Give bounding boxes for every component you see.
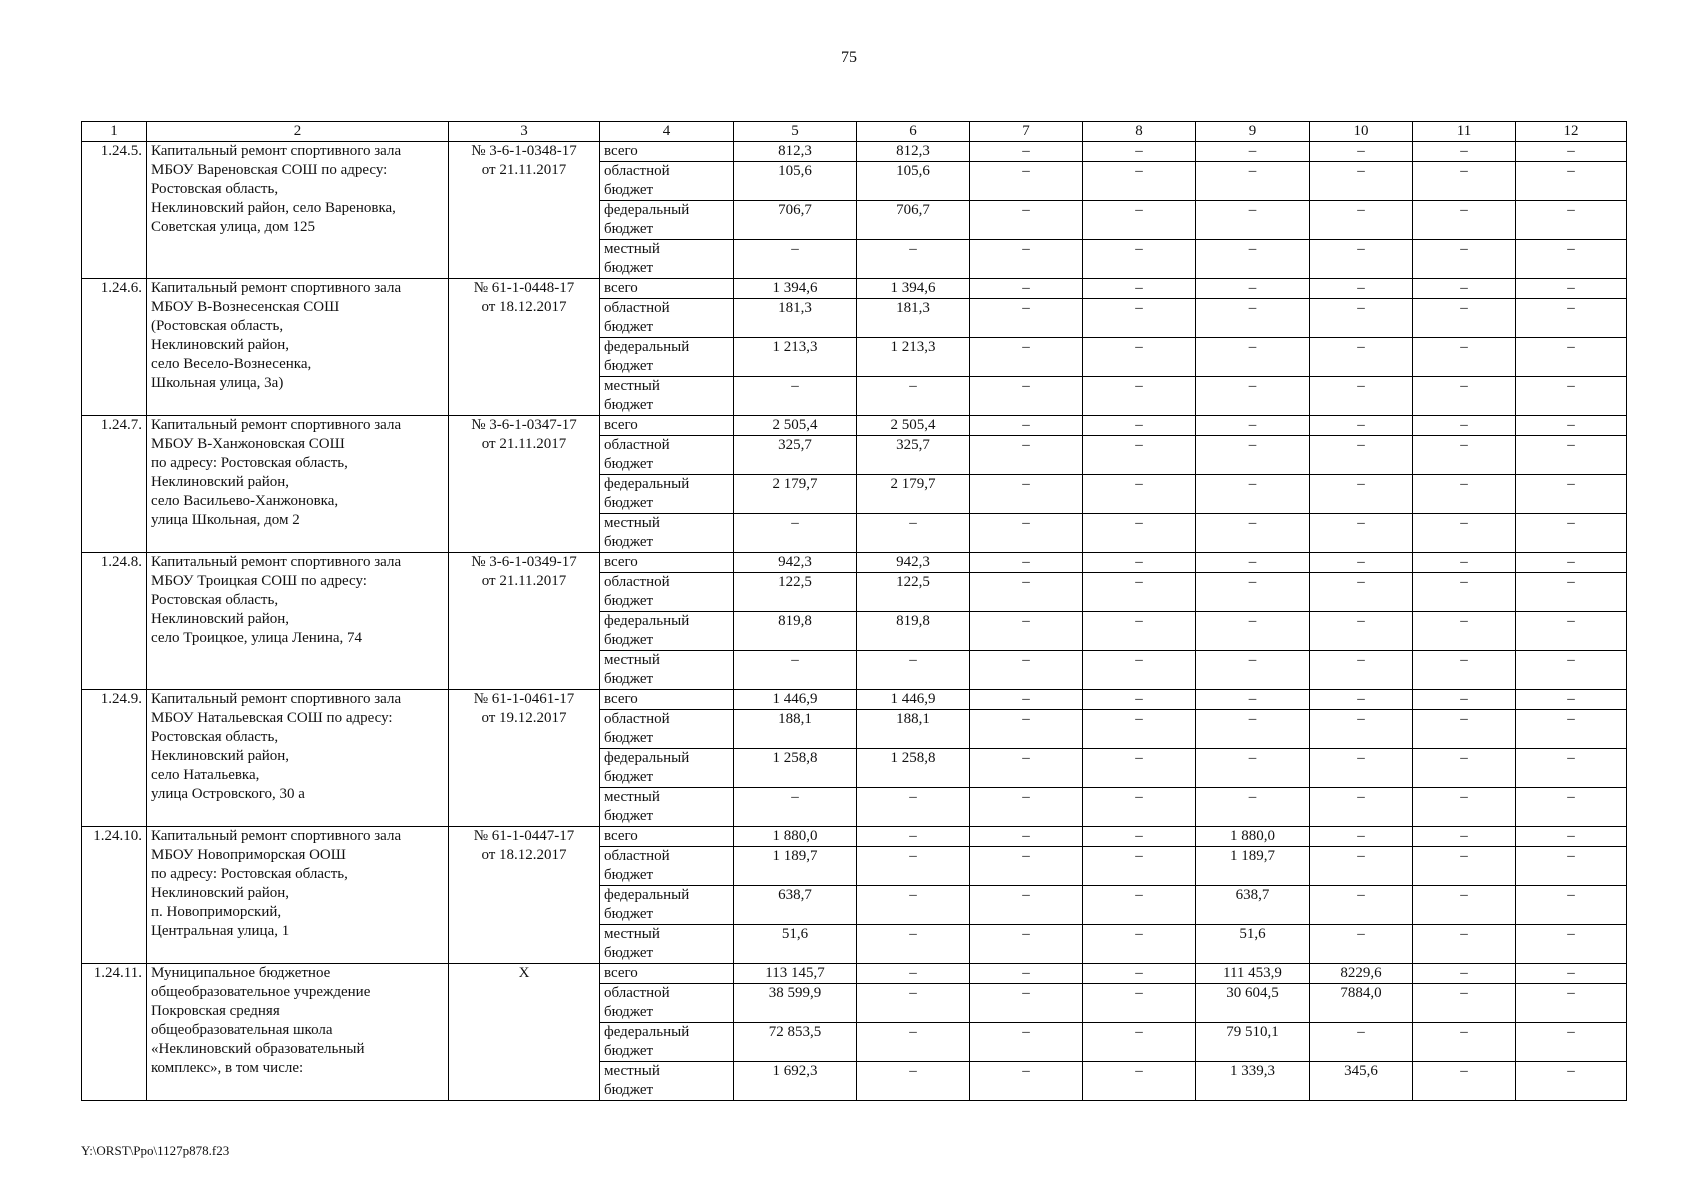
object-name: Капитальный ремонт спортивного зала МБОУ Натальевская СОШ по адресу: Ростовская область, Неклиновский район, село Натальевка, улица Островского, 30 а — [147, 690, 449, 827]
document-number: № 3-6-1-0349-17 от 21.11.2017 — [449, 553, 600, 690]
amount-cell: – — [1196, 436, 1310, 475]
amount-cell: – — [970, 847, 1083, 886]
funding-source: местный бюджет — [600, 788, 734, 827]
funding-source: местный бюджет — [600, 651, 734, 690]
amount-cell: – — [1310, 710, 1413, 749]
amount-cell: 819,8 — [857, 612, 970, 651]
amount-cell: – — [1310, 201, 1413, 240]
amount-cell: – — [970, 690, 1083, 710]
funding-source: федеральный бюджет — [600, 338, 734, 377]
amount-cell: – — [1310, 553, 1413, 573]
amount-cell: – — [1083, 553, 1196, 573]
amount-cell: 72 853,5 — [734, 1023, 857, 1062]
amount-cell: – — [1196, 201, 1310, 240]
amount-cell: – — [857, 1023, 970, 1062]
amount-cell: – — [734, 377, 857, 416]
funding-source: областной бюджет — [600, 573, 734, 612]
amount-cell: – — [1413, 925, 1516, 964]
amount-cell: – — [970, 827, 1083, 847]
funding-source: областной бюджет — [600, 436, 734, 475]
amount-cell: – — [1083, 475, 1196, 514]
amount-cell: 2 179,7 — [734, 475, 857, 514]
amount-cell: 325,7 — [857, 436, 970, 475]
amount-cell: – — [1413, 514, 1516, 553]
funding-source: федеральный бюджет — [600, 201, 734, 240]
amount-cell: – — [1083, 573, 1196, 612]
object-name: Капитальный ремонт спортивного зала МБОУ Вареновская СОШ по адресу: Ростовская область, Неклиновский район, село Вареновка, Советская улица, дом 125 — [147, 142, 449, 279]
amount-cell: – — [1516, 749, 1627, 788]
amount-cell: – — [1196, 690, 1310, 710]
amount-cell: – — [1310, 279, 1413, 299]
funding-source: всего — [600, 416, 734, 436]
amount-cell: 122,5 — [857, 573, 970, 612]
amount-cell: 1 880,0 — [734, 827, 857, 847]
amount-cell: – — [1413, 240, 1516, 279]
amount-cell: – — [970, 475, 1083, 514]
amount-cell: – — [1413, 612, 1516, 651]
amount-cell: – — [1310, 847, 1413, 886]
amount-cell: 51,6 — [1196, 925, 1310, 964]
amount-cell: – — [970, 162, 1083, 201]
amount-cell: – — [734, 788, 857, 827]
amount-cell: – — [857, 240, 970, 279]
amount-cell: – — [1516, 338, 1627, 377]
column-header: 12 — [1516, 122, 1627, 142]
amount-cell: – — [1516, 377, 1627, 416]
amount-cell: – — [1516, 1023, 1627, 1062]
column-header: 3 — [449, 122, 600, 142]
amount-cell: – — [1310, 162, 1413, 201]
amount-cell: – — [1516, 964, 1627, 984]
column-header: 6 — [857, 122, 970, 142]
header-row — [82, 122, 1627, 142]
amount-cell: – — [970, 514, 1083, 553]
amount-cell: – — [1516, 710, 1627, 749]
amount-cell: – — [1310, 514, 1413, 553]
amount-cell: – — [1413, 162, 1516, 201]
amount-cell: – — [1516, 984, 1627, 1023]
column-header: 7 — [970, 122, 1083, 142]
amount-cell: – — [1310, 240, 1413, 279]
table-row — [82, 279, 1627, 299]
amount-cell: 1 258,8 — [857, 749, 970, 788]
amount-cell: – — [970, 1062, 1083, 1101]
amount-cell: – — [1196, 416, 1310, 436]
amount-cell: – — [1196, 377, 1310, 416]
amount-cell: – — [1083, 514, 1196, 553]
object-name: Капитальный ремонт спортивного зала МБОУ В-Ханжоновская СОШ по адресу: Ростовская область, Неклиновский район, село Васильево-Ханжоновка, улица Школьная, дом 2 — [147, 416, 449, 553]
amount-cell: 8229,6 — [1310, 964, 1413, 984]
amount-cell: – — [970, 651, 1083, 690]
amount-cell: 79 510,1 — [1196, 1023, 1310, 1062]
amount-cell: – — [1196, 553, 1310, 573]
amount-cell: – — [1310, 690, 1413, 710]
amount-cell: 111 453,9 — [1196, 964, 1310, 984]
table-row — [82, 416, 1627, 436]
amount-cell: 1 339,3 — [1196, 1062, 1310, 1101]
amount-cell: 1 394,6 — [857, 279, 970, 299]
amount-cell: 1 394,6 — [734, 279, 857, 299]
table-row — [82, 964, 1627, 984]
amount-cell: – — [1083, 710, 1196, 749]
funding-source: областной бюджет — [600, 710, 734, 749]
amount-cell: – — [1083, 162, 1196, 201]
amount-cell: 38 599,9 — [734, 984, 857, 1023]
budget-table — [81, 121, 1627, 1101]
amount-cell: – — [1083, 925, 1196, 964]
funding-source: местный бюджет — [600, 1062, 734, 1101]
amount-cell: – — [1516, 142, 1627, 162]
column-header: 9 — [1196, 122, 1310, 142]
amount-cell: – — [1310, 142, 1413, 162]
amount-cell: – — [970, 553, 1083, 573]
item-number: 1.24.10. — [82, 827, 147, 964]
amount-cell: – — [1516, 1062, 1627, 1101]
funding-source: всего — [600, 279, 734, 299]
amount-cell: – — [970, 1023, 1083, 1062]
amount-cell: – — [1196, 788, 1310, 827]
amount-cell: – — [1413, 553, 1516, 573]
amount-cell: – — [1413, 201, 1516, 240]
amount-cell: – — [1196, 475, 1310, 514]
amount-cell: 812,3 — [734, 142, 857, 162]
amount-cell: – — [1310, 416, 1413, 436]
item-number: 1.24.11. — [82, 964, 147, 1101]
amount-cell: 2 179,7 — [857, 475, 970, 514]
amount-cell: 638,7 — [1196, 886, 1310, 925]
amount-cell: 942,3 — [734, 553, 857, 573]
amount-cell: 1 692,3 — [734, 1062, 857, 1101]
funding-source: всего — [600, 142, 734, 162]
amount-cell: – — [970, 279, 1083, 299]
amount-cell: – — [1413, 436, 1516, 475]
amount-cell: – — [1310, 827, 1413, 847]
amount-cell: – — [857, 925, 970, 964]
amount-cell: – — [1083, 142, 1196, 162]
amount-cell: – — [734, 651, 857, 690]
amount-cell: – — [1196, 338, 1310, 377]
amount-cell: 1 880,0 — [1196, 827, 1310, 847]
amount-cell: – — [1083, 984, 1196, 1023]
amount-cell: – — [1310, 788, 1413, 827]
budget-table-wrapper — [81, 121, 1626, 1101]
amount-cell: 812,3 — [857, 142, 970, 162]
amount-cell: – — [1083, 338, 1196, 377]
amount-cell: – — [1310, 749, 1413, 788]
amount-cell: – — [857, 886, 970, 925]
object-name: Капитальный ремонт спортивного зала МБОУ Троицкая СОШ по адресу: Ростовская область, Неклиновский район, село Троицкое, улица Ленина, 74 — [147, 553, 449, 690]
item-number: 1.24.8. — [82, 553, 147, 690]
amount-cell: – — [970, 240, 1083, 279]
amount-cell: – — [1083, 651, 1196, 690]
amount-cell: – — [1083, 1062, 1196, 1101]
amount-cell: 1 446,9 — [857, 690, 970, 710]
amount-cell: 2 505,4 — [857, 416, 970, 436]
object-name: Муниципальное бюджетное общеобразовательное учреждение Покровская средняя общеобразовательная школа «Неклиновский образовательный комплекс», в том числе: — [147, 964, 449, 1101]
amount-cell: 122,5 — [734, 573, 857, 612]
amount-cell: – — [1413, 1062, 1516, 1101]
amount-cell: 819,8 — [734, 612, 857, 651]
amount-cell: – — [1196, 749, 1310, 788]
document-number: № 3-6-1-0348-17 от 21.11.2017 — [449, 142, 600, 279]
amount-cell: – — [1516, 416, 1627, 436]
funding-source: федеральный бюджет — [600, 1023, 734, 1062]
amount-cell: – — [1413, 710, 1516, 749]
amount-cell: – — [970, 573, 1083, 612]
amount-cell: – — [1516, 612, 1627, 651]
amount-cell: 345,6 — [1310, 1062, 1413, 1101]
amount-cell: 2 505,4 — [734, 416, 857, 436]
amount-cell: – — [857, 984, 970, 1023]
funding-source: областной бюджет — [600, 162, 734, 201]
amount-cell: – — [970, 299, 1083, 338]
amount-cell: – — [1516, 436, 1627, 475]
amount-cell: – — [1413, 338, 1516, 377]
amount-cell: 7884,0 — [1310, 984, 1413, 1023]
amount-cell: – — [857, 788, 970, 827]
column-header: 2 — [147, 122, 449, 142]
amount-cell: 1 189,7 — [1196, 847, 1310, 886]
amount-cell: – — [1516, 690, 1627, 710]
amount-cell: – — [1310, 573, 1413, 612]
item-number: 1.24.7. — [82, 416, 147, 553]
amount-cell: – — [1413, 573, 1516, 612]
column-header: 1 — [82, 122, 147, 142]
amount-cell: – — [970, 377, 1083, 416]
amount-cell: – — [1083, 1023, 1196, 1062]
amount-cell: – — [1516, 827, 1627, 847]
table-row — [82, 690, 1627, 710]
funding-source: федеральный бюджет — [600, 886, 734, 925]
amount-cell: – — [1413, 847, 1516, 886]
amount-cell: – — [1413, 964, 1516, 984]
amount-cell: – — [1310, 377, 1413, 416]
column-header: 10 — [1310, 122, 1413, 142]
amount-cell: – — [1310, 338, 1413, 377]
amount-cell: – — [1516, 886, 1627, 925]
amount-cell: – — [1083, 299, 1196, 338]
amount-cell: – — [1310, 436, 1413, 475]
amount-cell: – — [1083, 788, 1196, 827]
amount-cell: – — [1196, 612, 1310, 651]
amount-cell: – — [857, 847, 970, 886]
amount-cell: – — [1083, 690, 1196, 710]
amount-cell: – — [1413, 651, 1516, 690]
table-row — [82, 553, 1627, 573]
amount-cell: – — [1196, 651, 1310, 690]
amount-cell: – — [1310, 299, 1413, 338]
amount-cell: – — [1083, 240, 1196, 279]
amount-cell: – — [1516, 279, 1627, 299]
column-header: 8 — [1083, 122, 1196, 142]
amount-cell: – — [1413, 827, 1516, 847]
amount-cell: – — [1413, 377, 1516, 416]
funding-source: местный бюджет — [600, 925, 734, 964]
amount-cell: 706,7 — [857, 201, 970, 240]
amount-cell: – — [1083, 201, 1196, 240]
amount-cell: – — [1196, 299, 1310, 338]
amount-cell: – — [1413, 475, 1516, 514]
amount-cell: 188,1 — [857, 710, 970, 749]
amount-cell: 30 604,5 — [1196, 984, 1310, 1023]
table-row — [82, 827, 1627, 847]
amount-cell: – — [970, 886, 1083, 925]
amount-cell: 1 446,9 — [734, 690, 857, 710]
amount-cell: – — [1516, 573, 1627, 612]
amount-cell: 51,6 — [734, 925, 857, 964]
amount-cell: – — [1083, 827, 1196, 847]
amount-cell: – — [1310, 1023, 1413, 1062]
amount-cell: 1 213,3 — [857, 338, 970, 377]
amount-cell: – — [1413, 690, 1516, 710]
amount-cell: 706,7 — [734, 201, 857, 240]
amount-cell: 105,6 — [857, 162, 970, 201]
amount-cell: – — [970, 925, 1083, 964]
object-name: Капитальный ремонт спортивного зала МБОУ В-Вознесенская СОШ (Ростовская область, Неклиновский район, село Весело-Вознесенка, Школьная улица, 3а) — [147, 279, 449, 416]
amount-cell: – — [1196, 710, 1310, 749]
table-row — [82, 142, 1627, 162]
amount-cell: – — [734, 240, 857, 279]
document-number: № 61-1-0461-17 от 19.12.2017 — [449, 690, 600, 827]
amount-cell: – — [1413, 299, 1516, 338]
file-path-footer: Y:\ORST\Ppo\1127p878.f23 — [81, 1143, 230, 1158]
amount-cell: – — [1310, 651, 1413, 690]
amount-cell: – — [970, 964, 1083, 984]
amount-cell: – — [1083, 749, 1196, 788]
amount-cell: – — [1516, 475, 1627, 514]
amount-cell: – — [970, 416, 1083, 436]
funding-source: всего — [600, 827, 734, 847]
amount-cell: – — [857, 377, 970, 416]
funding-source: местный бюджет — [600, 377, 734, 416]
amount-cell: 638,7 — [734, 886, 857, 925]
amount-cell: – — [1310, 925, 1413, 964]
amount-cell: – — [1310, 612, 1413, 651]
amount-cell: – — [1516, 240, 1627, 279]
amount-cell: – — [970, 749, 1083, 788]
funding-source: областной бюджет — [600, 299, 734, 338]
amount-cell: – — [970, 436, 1083, 475]
document-number: № 61-1-0447-17 от 18.12.2017 — [449, 827, 600, 964]
amount-cell: – — [857, 514, 970, 553]
item-number: 1.24.6. — [82, 279, 147, 416]
amount-cell: 942,3 — [857, 553, 970, 573]
amount-cell: – — [1083, 436, 1196, 475]
document-number: Х — [449, 964, 600, 1101]
funding-source: всего — [600, 964, 734, 984]
amount-cell: – — [1516, 847, 1627, 886]
amount-cell: – — [1516, 514, 1627, 553]
amount-cell: – — [970, 710, 1083, 749]
amount-cell: – — [970, 201, 1083, 240]
amount-cell: 113 145,7 — [734, 964, 857, 984]
amount-cell: – — [1083, 416, 1196, 436]
amount-cell: – — [1083, 964, 1196, 984]
amount-cell: 188,1 — [734, 710, 857, 749]
amount-cell: – — [1516, 553, 1627, 573]
column-header: 5 — [734, 122, 857, 142]
amount-cell: 1 189,7 — [734, 847, 857, 886]
amount-cell: – — [1413, 416, 1516, 436]
item-number: 1.24.5. — [82, 142, 147, 279]
funding-source: федеральный бюджет — [600, 475, 734, 514]
amount-cell: – — [1516, 162, 1627, 201]
amount-cell: – — [1516, 201, 1627, 240]
amount-cell: – — [1413, 984, 1516, 1023]
amount-cell: – — [857, 1062, 970, 1101]
amount-cell: – — [970, 338, 1083, 377]
column-header: 11 — [1413, 122, 1516, 142]
table-body — [82, 122, 1627, 1101]
amount-cell: 1 213,3 — [734, 338, 857, 377]
funding-source: всего — [600, 690, 734, 710]
funding-source: местный бюджет — [600, 240, 734, 279]
amount-cell: 181,3 — [734, 299, 857, 338]
amount-cell: – — [1516, 788, 1627, 827]
amount-cell: – — [1516, 299, 1627, 338]
amount-cell: – — [970, 984, 1083, 1023]
amount-cell: – — [1083, 612, 1196, 651]
amount-cell: – — [1196, 573, 1310, 612]
amount-cell: – — [1310, 886, 1413, 925]
amount-cell: – — [1413, 142, 1516, 162]
amount-cell: 325,7 — [734, 436, 857, 475]
funding-source: местный бюджет — [600, 514, 734, 553]
amount-cell: – — [1083, 847, 1196, 886]
amount-cell: – — [1413, 279, 1516, 299]
amount-cell: – — [970, 142, 1083, 162]
amount-cell: – — [1196, 240, 1310, 279]
amount-cell: – — [1516, 925, 1627, 964]
amount-cell: – — [1196, 279, 1310, 299]
document-number: № 3-6-1-0347-17 от 21.11.2017 — [449, 416, 600, 553]
amount-cell: – — [857, 964, 970, 984]
amount-cell: – — [1083, 279, 1196, 299]
amount-cell: – — [1413, 886, 1516, 925]
amount-cell: – — [1083, 886, 1196, 925]
amount-cell: – — [970, 612, 1083, 651]
amount-cell: – — [970, 788, 1083, 827]
funding-source: областной бюджет — [600, 847, 734, 886]
amount-cell: 1 258,8 — [734, 749, 857, 788]
amount-cell: – — [857, 827, 970, 847]
amount-cell: – — [1413, 1023, 1516, 1062]
amount-cell: – — [1196, 514, 1310, 553]
amount-cell: – — [1083, 377, 1196, 416]
object-name: Капитальный ремонт спортивного зала МБОУ Новоприморская ООШ по адресу: Ростовская область, Неклиновский район, п. Новоприморский, Центральная улица, 1 — [147, 827, 449, 964]
document-number: № 61-1-0448-17 от 18.12.2017 — [449, 279, 600, 416]
column-header: 4 — [600, 122, 734, 142]
amount-cell: – — [857, 651, 970, 690]
amount-cell: 181,3 — [857, 299, 970, 338]
item-number: 1.24.9. — [82, 690, 147, 827]
amount-cell: 105,6 — [734, 162, 857, 201]
amount-cell: – — [1516, 651, 1627, 690]
amount-cell: – — [734, 514, 857, 553]
amount-cell: – — [1310, 475, 1413, 514]
funding-source: всего — [600, 553, 734, 573]
funding-source: федеральный бюджет — [600, 612, 734, 651]
amount-cell: – — [1413, 788, 1516, 827]
amount-cell: – — [1196, 162, 1310, 201]
funding-source: федеральный бюджет — [600, 749, 734, 788]
page-number: 75 — [841, 49, 857, 66]
amount-cell: – — [1413, 749, 1516, 788]
funding-source: областной бюджет — [600, 984, 734, 1023]
amount-cell: – — [1196, 142, 1310, 162]
